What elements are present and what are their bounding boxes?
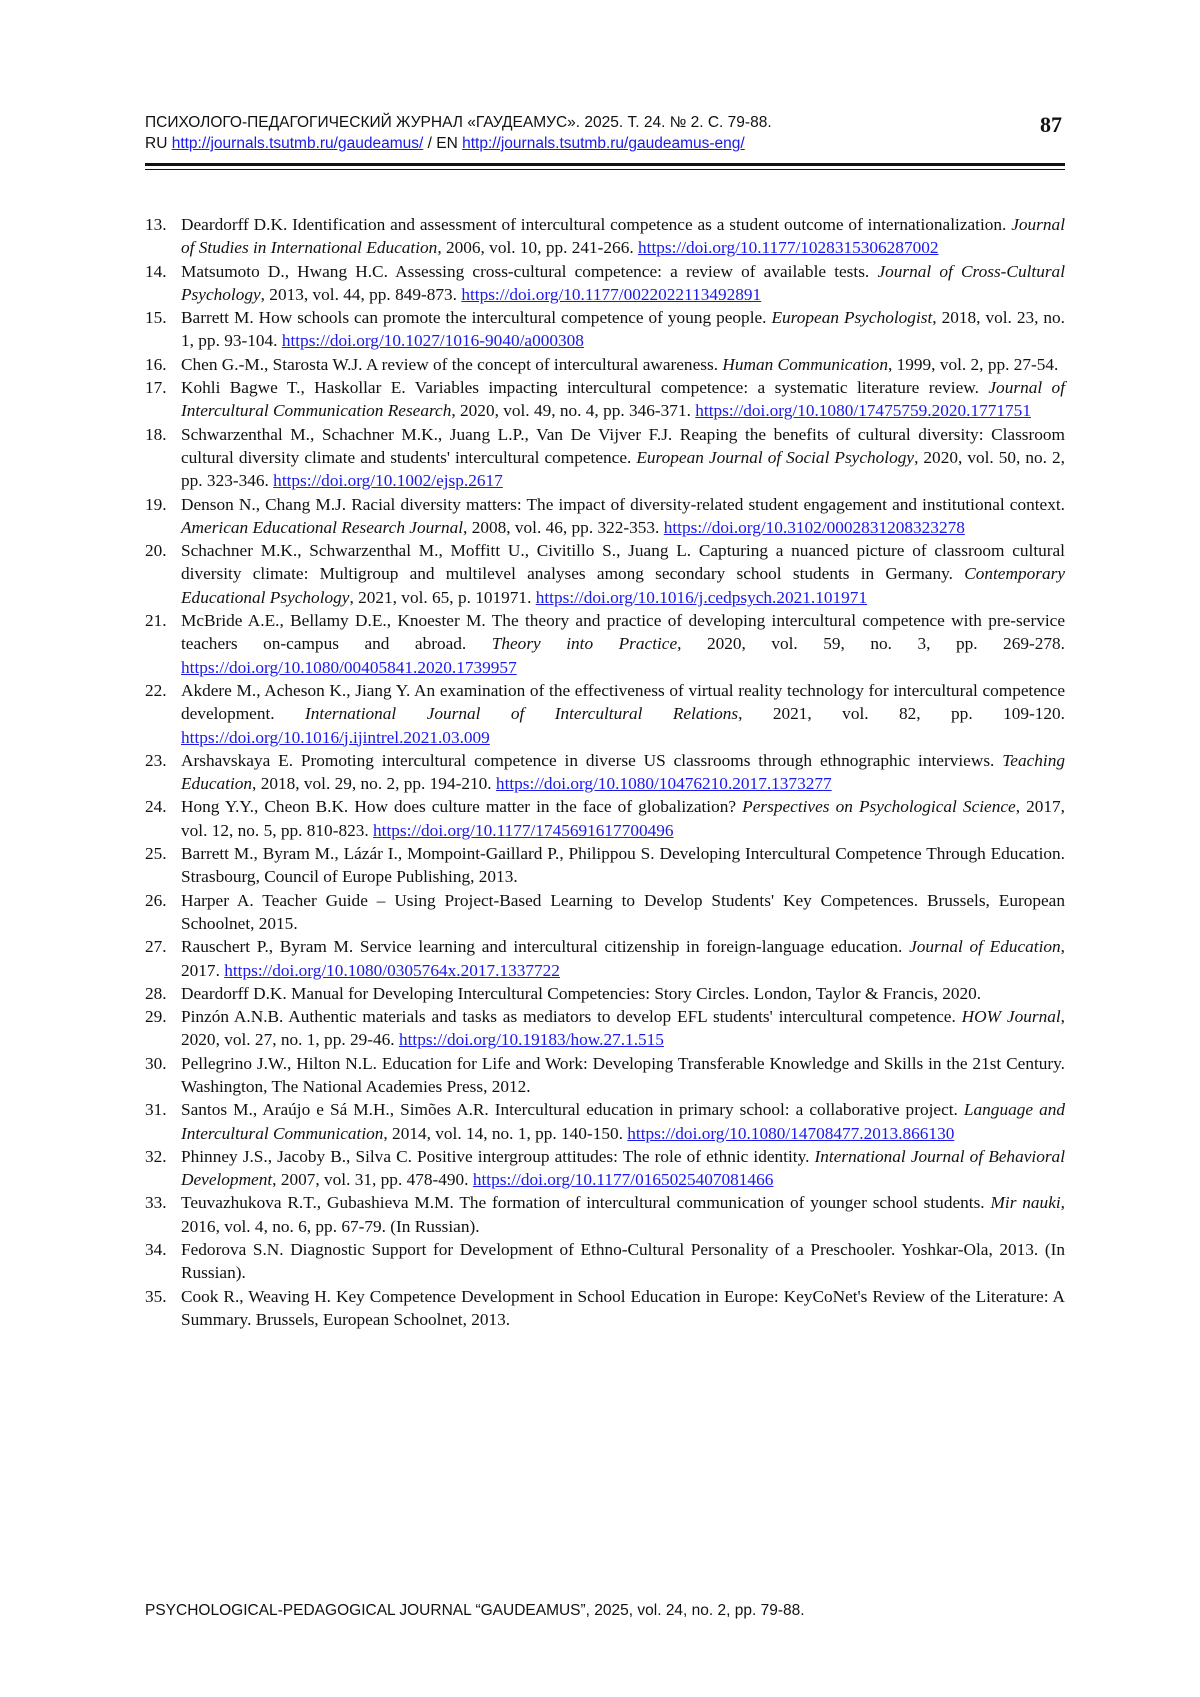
reference-text: Arshavskaya E. Promoting intercultural competence in diverse US classrooms through ethnographic interviews. [181, 750, 995, 770]
reference-number: 31. [145, 1100, 167, 1120]
reference-journal: Journal of Education [909, 937, 1061, 957]
reference-details: , 2018, vol. 29, no. 2, pp. 194-210. [252, 774, 492, 794]
reference-text: Barrett M. How schools can promote the intercultural competence of young people. [181, 308, 767, 328]
reference-details: , 2020, vol. 59, no. 3, pp. 269-278. [677, 634, 1065, 654]
reference-text: Akdere M., Acheson K., Jiang Y. An examination of the effectiveness of virtual reality technology for intercultural competence development. [181, 680, 1065, 724]
doi-link[interactable]: https://doi.org/10.1177/1745691617700496 [373, 820, 674, 840]
reference-text: Harper A. Teacher Guide – Using Project-Based Learning to Develop Students' Key Competences. Brussels, European Schoolnet, 2015. [181, 890, 1065, 933]
reference-item [145, 260, 1065, 307]
reference-details: , 2007, vol. 31, pp. 478-490. [272, 1170, 469, 1190]
reference-text: Barrett M., Byram M., Lázár I., Mompoint-Gaillard P., Philippou S. Developing Intercultural Competence Through Education. Strasbourg, Council of Europe Publishing, 2013. [181, 844, 1065, 887]
reference-details: , 2021, vol. 82, pp. 109-120. [738, 704, 1065, 724]
reference-journal: European Psychologist [771, 308, 933, 328]
reference-journal: HOW Journal [961, 1007, 1061, 1027]
reference-item [145, 1145, 1065, 1192]
url-separator: / [427, 135, 432, 152]
reference-details: , 2017, vol. 12, no. 5, pp. 810-823. [181, 797, 1065, 840]
reference-text: Deardorff D.K. Manual for Developing Intercultural Competencies: Story Circles. London, Taylor & Francis, 2020. [181, 983, 982, 1003]
reference-text: Fedorova S.N. Diagnostic Support for Development of Ethno-Cultural Personality of a Preschooler. Yoshkar-Ola, 2013. (In Russian). [181, 1240, 1065, 1283]
reference-item [145, 353, 1065, 376]
reference-number: 23. [145, 750, 167, 770]
reference-number: 32. [145, 1146, 167, 1166]
reference-journal: International Journal of Intercultural Relations [305, 704, 739, 724]
reference-text: McBride A.E., Bellamy D.E., Knoester M. The theory and practice of developing intercultural competence with pre-service teachers on-campus and abroad. [181, 611, 1065, 654]
reference-number: 14. [145, 261, 167, 281]
reference-item [145, 889, 1065, 936]
reference-text: Pellegrino J.W., Hilton N.L. Education for Life and Work: Developing Transferable Knowledge and Skills in the 21st Century. Washington, The National Academies Press, 2012. [181, 1053, 1065, 1096]
reference-journal: Human Communication [722, 354, 888, 374]
reference-item [145, 493, 1065, 540]
doi-link[interactable]: https://doi.org/10.1016/j.cedpsych.2021.101971 [535, 587, 868, 607]
reference-text: Deardorff D.K. Identification and assessment of intercultural competence as a student outcome of internationalization. [181, 215, 1007, 234]
reference-details: , 2013, vol. 44, pp. 849-873. [260, 284, 457, 304]
reference-number: 19. [145, 494, 167, 514]
header-rule-thick [145, 163, 1065, 166]
reference-journal: Journal of Intercultural Communication Research [181, 378, 1065, 421]
doi-link[interactable]: https://doi.org/10.19183/how.27.1.515 [398, 1030, 664, 1050]
doi-link[interactable]: https://doi.org/10.1080/17475759.2020.1771751 [695, 401, 1031, 421]
header-rule-thin [145, 169, 1065, 170]
reference-item [145, 749, 1065, 796]
reference-text: Teuvazhukova R.T., Gubashieva M.M. The formation of intercultural communication of younger school students. [181, 1193, 985, 1213]
journal-citation-line: ПСИХОЛОГО-ПЕДАГОГИЧЕСКИЙ ЖУРНАЛ «ГАУДЕАМУС». 2025. Т. 24. № 2. С. 79-88. [145, 114, 772, 131]
doi-link[interactable]: https://doi.org/10.1002/ejsp.2617 [273, 471, 503, 491]
doi-link[interactable]: https://doi.org/10.1080/0305764x.2017.1337722 [224, 960, 560, 980]
reference-journal: International Journal of Behavioral Development [181, 1146, 1065, 1190]
reference-number: 18. [145, 424, 167, 444]
doi-link[interactable]: https://doi.org/10.1027/1016-9040/a000308 [281, 331, 584, 351]
reference-item [145, 795, 1065, 842]
reference-text: Rauschert P., Byram M. Service learning and intercultural citizenship in foreign-language education. [181, 937, 903, 957]
reference-text: Kohli Bagwe T., Haskollar E. Variables impacting intercultural competence: a systematic literature review. [181, 378, 979, 398]
reference-details: , 2021, vol. 65, p. 101971. [349, 587, 532, 607]
reference-details: , 2020, vol. 50, no. 2, pp. 323-346. [181, 447, 1065, 491]
reference-text: Santos M., Araújo e Sá M.H., Simões A.R. Intercultural education in primary school: a collaborative project. [181, 1100, 958, 1120]
reference-journal: Teaching Education [181, 750, 1065, 794]
reference-item [145, 423, 1065, 493]
reference-number: 35. [145, 1286, 167, 1306]
reference-item [145, 1098, 1065, 1145]
reference-number: 29. [145, 1007, 167, 1027]
reference-journal: Perspectives on Psychological Science [742, 797, 1016, 817]
reference-details: , 2008, vol. 46, pp. 322-353. [463, 517, 660, 537]
reference-details: , 2020, vol. 27, no. 1, pp. 29-46. [181, 1007, 1065, 1050]
reference-item [145, 1191, 1065, 1238]
reference-item [145, 1238, 1065, 1285]
reference-journal: Journal of Cross-Cultural Psychology [181, 261, 1065, 304]
reference-details: , 2006, vol. 10, pp. 241-266. [437, 238, 634, 258]
reference-number: 25. [145, 844, 167, 864]
doi-link[interactable]: https://doi.org/10.3102/0002831208323278 [663, 517, 965, 537]
reference-item [145, 935, 1065, 982]
doi-link[interactable]: https://doi.org/10.1177/0165025407081466 [472, 1170, 774, 1190]
reference-text: Chen G.-M., Starosta W.J. A review of the concept of intercultural awareness. [181, 354, 719, 374]
reference-journal: Theory into Practice [491, 634, 678, 654]
reference-number: 20. [145, 541, 167, 561]
running-footer: PSYCHOLOGICAL-PEDAGOGICAL JOURNAL “GAUDEAMUS”, 2025, vol. 24, no. 2, pp. 79-88. [145, 1602, 805, 1619]
reference-details: , 1999, vol. 2, pp. 27-54. [887, 354, 1059, 374]
reference-journal: European Journal of Social Psychology [636, 447, 915, 467]
reference-details: , 2014, vol. 14, no. 1, pp. 140-150. [383, 1123, 623, 1143]
reference-journal: American Educational Research Journal [181, 517, 464, 537]
reference-journal: Journal of Studies in International Education [181, 215, 1065, 258]
ru-journal-link[interactable]: http://journals.tsutmb.ru/gaudeamus/ [171, 135, 424, 152]
reference-item [145, 609, 1065, 679]
doi-link[interactable]: https://doi.org/10.1080/14708477.2013.866130 [627, 1123, 955, 1143]
doi-link[interactable]: https://doi.org/10.1016/j.ijintrel.2021.03.009 [181, 727, 490, 747]
doi-link[interactable]: https://doi.org/10.1177/0022022113492891 [461, 284, 762, 304]
reference-item [145, 1005, 1065, 1052]
reference-details: , 2020, vol. 49, no. 4, pp. 346-371. [451, 401, 691, 421]
reference-item [145, 842, 1065, 889]
reference-text: Denson N., Chang M.J. Racial diversity matters: The impact of diversity-related student engagement and institutional context. [181, 494, 1065, 514]
reference-item [145, 679, 1065, 749]
doi-link[interactable]: https://doi.org/10.1177/1028315306287002 [638, 238, 939, 258]
reference-number: 22. [145, 680, 167, 700]
reference-text: Hong Y.Y., Cheon B.K. How does culture matter in the face of globalization? [181, 797, 737, 817]
reference-details: , 2018, vol. 23, no. 1, pp. 93-104. [181, 308, 1065, 351]
reference-details: , 2016, vol. 4, no. 6, pp. 67-79. (In Russian). [181, 1193, 1065, 1236]
reference-text: Pinzón A.N.B. Authentic materials and tasks as mediators to develop EFL students' intercultural competence. [181, 1007, 956, 1027]
reference-journal: Contemporary Educational Psychology [181, 564, 1065, 607]
reference-journal: Language and Intercultural Communication [181, 1100, 1065, 1143]
reference-text: Phinney J.S., Jacoby B., Silva C. Positive intergroup attitudes: The role of ethnic identity. [181, 1146, 810, 1166]
reference-text: Schwarzenthal M., Schachner M.K., Juang L.P., Van De Vijver F.J. Reaping the benefits of cultural diversity: Classroom cultural diversity climate and students' intercultural competence. [181, 424, 1065, 467]
reference-number: 30. [145, 1053, 167, 1073]
reference-item [145, 306, 1065, 353]
reference-item [145, 982, 1065, 1005]
reference-number: 16. [145, 354, 167, 374]
en-label: EN [436, 135, 458, 152]
running-header [145, 112, 1065, 154]
reference-item [145, 376, 1065, 423]
reference-item [145, 213, 1065, 260]
doi-link[interactable]: https://doi.org/10.1080/10476210.2017.1373277 [495, 774, 832, 794]
reference-text: Cook R., Weaving H. Key Competence Development in School Education in Europe: KeyCoNet's Review of the Literature: A Summary. Brussels, European Schoolnet, 2013. [181, 1286, 1065, 1329]
reference-number: 17. [145, 378, 167, 398]
en-journal-link[interactable]: http://journals.tsutmb.ru/gaudeamus-eng/ [462, 135, 745, 152]
reference-item [145, 1285, 1065, 1332]
doi-link[interactable]: https://doi.org/10.1080/00405841.2020.1739957 [181, 657, 517, 677]
reference-journal: Mir nauki [990, 1193, 1061, 1213]
reference-number: 28. [145, 983, 167, 1003]
journal-urls-line [145, 133, 1065, 154]
reference-number: 13. [145, 215, 167, 234]
reference-number: 26. [145, 890, 167, 910]
reference-number: 15. [145, 308, 167, 328]
reference-number: 27. [145, 937, 167, 957]
reference-number: 34. [145, 1240, 167, 1260]
reference-number: 33. [145, 1193, 167, 1213]
reference-text: Schachner M.K., Schwarzenthal M., Moffitt U., Civitillo S., Juang L. Capturing a nuanced picture of classroom cultural diversity climate: Multigroup and multilevel analyses among secondary school students in Germany. [181, 541, 1065, 584]
reference-number: 24. [145, 797, 167, 817]
reference-details: , 2017. [181, 937, 1065, 980]
ru-label: RU [145, 135, 168, 152]
reference-text: Matsumoto D., Hwang H.C. Assessing cross-cultural competence: a review of available tests. [181, 261, 870, 281]
reference-item [145, 1052, 1065, 1099]
reference-list [145, 213, 1065, 1331]
reference-number: 21. [145, 611, 167, 631]
page-number: 87 [1040, 112, 1062, 137]
reference-item [145, 539, 1065, 609]
